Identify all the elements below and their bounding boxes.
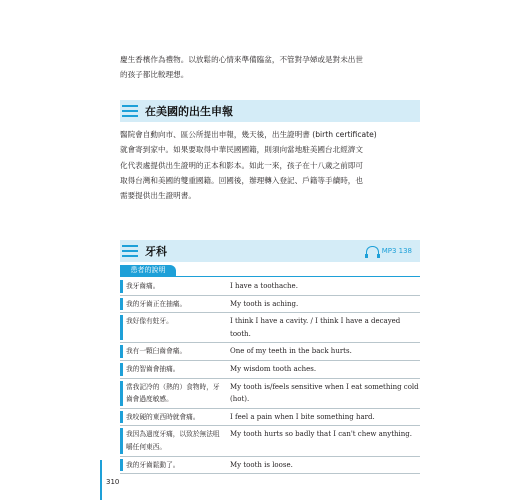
headphones-icon bbox=[366, 246, 379, 256]
table-row bbox=[120, 278, 420, 296]
page-number: 310 bbox=[106, 478, 120, 486]
body-line: 取得台灣和美國的雙重國籍。回國後，辦理轉入登記、戶籍等手續時，也 bbox=[120, 175, 363, 185]
en-phrase: My wisdom tooth aches. bbox=[230, 364, 317, 373]
en-phrase: My tooth is/feels sensitive when I eat something cold (hot). bbox=[230, 382, 419, 404]
intro-paragraph bbox=[120, 52, 420, 82]
section-header bbox=[120, 100, 420, 122]
zh-phrase: 我咬硬的東西時就會痛。 bbox=[126, 412, 200, 421]
en-phrase: I think I have a cavity. / I think I have a decayed tooth. bbox=[230, 317, 401, 338]
table-row bbox=[120, 361, 420, 379]
table-row bbox=[120, 379, 420, 409]
body-line: 醫院會自動向市、區公所提出申報，幾天後，出生證明書 (birth certificate) bbox=[120, 130, 377, 139]
section-title: 在美國的出生申報 bbox=[145, 105, 233, 118]
en-phrase: I feel a pain when I bite something hard. bbox=[230, 412, 375, 421]
section-lines-icon bbox=[122, 245, 138, 257]
table-row bbox=[120, 457, 420, 475]
en-phrase: One of my teeth in the back hurts. bbox=[230, 347, 352, 356]
table-row bbox=[120, 343, 420, 361]
section-body bbox=[120, 127, 420, 203]
body-line: 需要提供出生證明書。 bbox=[120, 191, 196, 201]
table-row bbox=[120, 426, 420, 456]
table-row bbox=[120, 409, 420, 427]
zh-phrase: 我的智齒會抽痛。 bbox=[126, 364, 180, 373]
body-line: 化代表處提供出生證明的正本和影本。如此一來，孩子在十八歲之前即可 bbox=[120, 160, 363, 170]
dental-header bbox=[120, 240, 420, 262]
zh-phrase: 我好像有蛀牙。 bbox=[126, 317, 173, 326]
en-phrase: My tooth is aching. bbox=[230, 299, 299, 308]
zh-phrase: 我有一顆臼齒會痛。 bbox=[126, 347, 187, 356]
page-margin-bar bbox=[100, 460, 102, 500]
en-phrase: My tooth is loose. bbox=[230, 460, 293, 469]
mp3-label: MP3 138 bbox=[381, 247, 412, 255]
divider bbox=[120, 276, 420, 277]
patient-explanation-tab: 患者的說明 bbox=[120, 265, 176, 276]
en-phrase: My tooth hurts so badly that I can't chew anything. bbox=[230, 430, 412, 439]
body-line: 就會寄到家中。如果要取得中華民國國籍，則須向當地駐美國台北經濟文 bbox=[120, 145, 363, 155]
zh-phrase: 我的牙齒鬆動了。 bbox=[126, 460, 180, 469]
en-phrase: I have a toothache. bbox=[230, 282, 298, 290]
table-row bbox=[120, 296, 420, 314]
zh-phrase: 我牙齒痛。 bbox=[126, 282, 160, 290]
zh-phrase: 我因為過度牙痛，以致於無法咀嚼任何東西。 bbox=[126, 430, 220, 451]
dental-title: 牙科 bbox=[145, 245, 167, 258]
table-row bbox=[120, 313, 420, 343]
zh-phrase: 當我記冷的（熱的）食物時，牙齒會過度敏感。 bbox=[126, 382, 220, 404]
intro-line: 慶生香檳作為禮物。以放鬆的心情來準備臨盆，不管對孕婦或是對未出世 bbox=[120, 55, 363, 64]
section-lines-icon bbox=[122, 105, 138, 117]
phrase-table bbox=[120, 278, 420, 474]
intro-line: 的孩子都比較理想。 bbox=[120, 70, 189, 79]
mp3-track[interactable] bbox=[366, 246, 412, 256]
zh-phrase: 我的牙齒正在抽痛。 bbox=[126, 299, 187, 308]
